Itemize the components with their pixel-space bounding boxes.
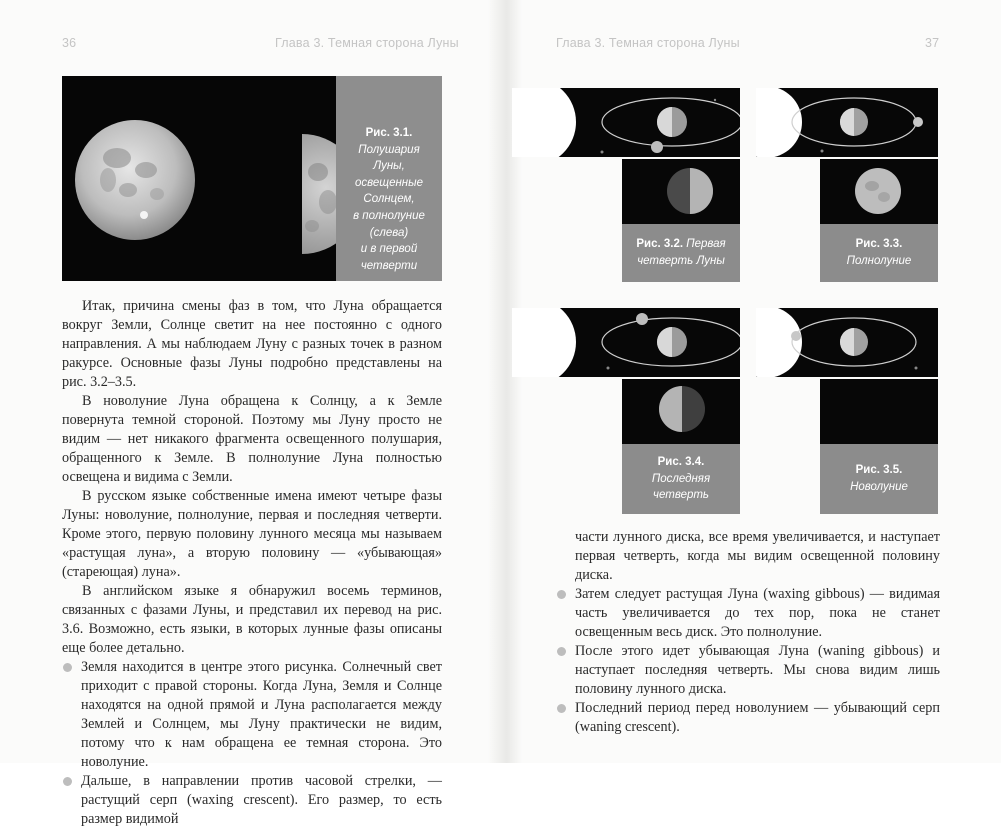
figure-3-5-caption-panel (820, 444, 938, 514)
paragraph: части лунного диска, все время увеличивается, и наступает первая четверть, когда мы видим освещенной половину диска. (575, 529, 940, 583)
paragraph: В новолуние Луна обращена к Солнцу, а к Земле повернута темной стороной. Поэтому мы Луну просто не видим — нет никакого фрагмента освещенного полушария, обращенного к Земле. В полнолуние Луна полностью освещена и видима с Земли. (62, 393, 442, 485)
caption-line: Луны, (373, 160, 405, 173)
moon-view (820, 159, 938, 224)
left-page-body (62, 297, 442, 829)
figure-3-4-orbit-diagram (512, 308, 740, 377)
caption-line: Новолуние (850, 480, 908, 493)
figure-3-1-caption (336, 125, 442, 274)
paragraph: Итак, причина смены фаз в том, что Луна обращается вокруг Земли, Солнце светит на нее постоянно с одного направления. А мы наблюдаем Луну с разных точек в разном ракурсе. Основные фазы Луны подробно представлены на рис. 3.2–3.5. (62, 298, 442, 390)
figure-3-1-label: Рис. 3.1. (365, 127, 413, 139)
figure-3-3-moon-view (820, 159, 938, 224)
bullet-text: Земля находится в центре этого рисунка. Солнечный свет приходит с правой стороны. Когда Луна, Земля и Солнце находятся на одной прямой и Луна располагается между Землей и Солнцем, мы Луну практически не видим, потому что к нам обращена ее темная сторона. Это новолуние. (81, 659, 442, 770)
left-page-number: 36 (62, 36, 77, 50)
bullet-item (62, 658, 442, 772)
caption-line: Последняя (651, 472, 711, 485)
bullet-item (556, 699, 940, 737)
figure-3-3-caption-panel (820, 224, 938, 282)
bullet-dot-icon (63, 663, 72, 672)
figure-3-4-label: Рис. 3.4. (657, 456, 705, 468)
orbit-diagram (512, 308, 740, 377)
figure-3-5-label: Рис. 3.5. (855, 464, 903, 476)
bullet-dot-icon (557, 590, 566, 599)
figure-3-2-moon-view (622, 159, 740, 224)
caption-line: четверти (360, 259, 418, 272)
caption-line: четверть Луны (637, 254, 725, 267)
bullet-dot-icon (557, 647, 566, 656)
caption-line: Первая (686, 238, 726, 250)
figure-3-5-caption (820, 462, 938, 495)
figure-3-1-caption-panel (336, 76, 442, 281)
bullet-text: После этого идет убывающая Луна (waning gibbous) и наступает последняя четверть. Мы снова видим лишь половину лунного диска. (575, 643, 940, 697)
figure-3-2-label: Рис. 3.2. (636, 238, 684, 250)
figure-3-4-caption-panel (622, 444, 740, 514)
caption-line: освещенные (355, 176, 423, 189)
caption-line: (слева) (369, 226, 409, 239)
figure-3-1 (62, 76, 442, 281)
figure-3-4-moon-view (622, 379, 740, 444)
caption-line: четверть (653, 489, 709, 502)
bullet-text: Затем следует растущая Луна (waxing gibbous) — видимая часть увеличивается до тех пор, пока не станет освещенным весь диск. Это полнолуние. (575, 586, 940, 640)
right-running-title: Глава 3. Темная сторона Луны (556, 36, 740, 50)
figure-3-2-caption-panel (622, 224, 740, 282)
figure-3-3-label: Рис. 3.3. (855, 238, 903, 250)
caption-line: Полушария (358, 143, 420, 156)
moon-view (622, 159, 740, 224)
figure-3-3-orbit-diagram (756, 88, 938, 157)
quarter-moon-image (242, 134, 336, 254)
bullet-text: Последний период перед новолунием — убывающий серп (waning crescent). (575, 700, 940, 735)
moon-view (622, 379, 740, 444)
moon-photos (62, 76, 336, 281)
bullet-item (62, 772, 442, 829)
orbit-diagram (756, 308, 938, 377)
caption-line: и в первой (360, 243, 418, 256)
figure-3-5-orbit-diagram (756, 308, 938, 377)
orbit-diagram (512, 88, 740, 157)
full-moon-image (75, 120, 195, 240)
figure-3-5-moon-view (820, 379, 938, 444)
caption-line: Полнолуние (846, 254, 912, 267)
orbit-diagram (756, 88, 938, 157)
bullet-item (556, 642, 940, 699)
left-running-title: Глава 3. Темная сторона Луны (275, 36, 459, 50)
bullet-text: Дальше, в направлении против часовой стрелки, — растущий серп (waxing crescent). Его размер, то есть размер видимой (81, 773, 442, 827)
figure-3-4-caption (622, 454, 740, 504)
paragraph: В английском языке я обнаружил восемь терминов, связанных с фазами Луны, и представил их перевод на рис. 3.6. Возможно, есть языки, в которых лунные фазы описаны еще более детально. (62, 583, 442, 656)
figure-3-2-caption (622, 236, 740, 269)
right-page-number: 37 (925, 36, 940, 50)
bullet-item (556, 585, 940, 642)
caption-line: в полнолуние (353, 209, 425, 222)
bullet-dot-icon (557, 704, 566, 713)
paragraph: В русском языке собственные имена имеют четыре фазы Луны: новолуние, полнолуние, первая и последняя четверти. Кроме этого, первую половину лунного месяца мы называем «растущая луна», а вторую половину — «убывающая» (стареющая) луна». (62, 488, 442, 580)
figure-3-2-orbit-diagram (512, 88, 740, 157)
bullet-dot-icon (63, 777, 72, 786)
caption-line: Солнцем, (363, 193, 415, 206)
right-page-body (556, 528, 940, 737)
figure-3-3-caption (820, 236, 938, 269)
